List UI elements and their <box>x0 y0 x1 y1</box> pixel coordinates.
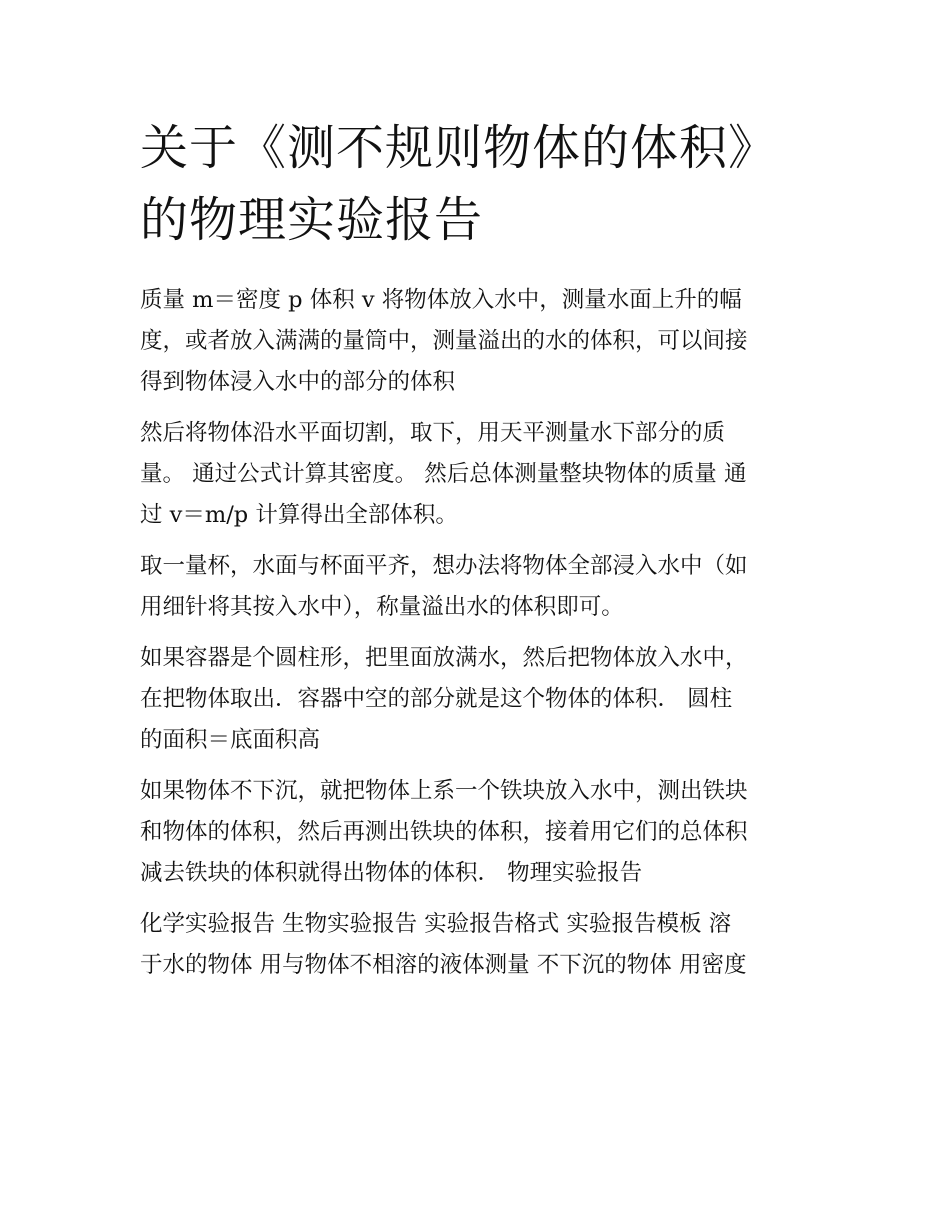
text-line: 取一量杯，水面与杯面平齐，想办法将物体全部浸入水中（如 <box>140 553 748 579</box>
text-line: 度，或者放入满满的量筒中，测量溢出的水的体积，可以间接 <box>140 328 748 354</box>
text-line: 得到物体浸入水中的部分的体积 <box>140 369 456 395</box>
title-line: 的物理实验报告 <box>140 192 484 248</box>
document-title <box>140 112 830 256</box>
paragraph-cylinder-container <box>140 638 820 761</box>
text-line: 和物体的体积，然后再测出铁块的体积，接着用它们的总体积 <box>140 819 748 845</box>
paragraph-overflow-cup <box>140 546 820 628</box>
text-line: 用细针将其按入水中），称量溢出水的体积即可。 <box>140 594 624 620</box>
text-line: 减去铁块的体积就得出物体的体积． 物理实验报告 <box>140 860 643 886</box>
text-line: 过 v＝m/p 计算得出全部体积。 <box>140 502 458 528</box>
paragraph-displacement-method <box>140 280 820 403</box>
text-line: 质量 m＝密度 p 体积 v 将物体放入水中，测量水面上升的幅 <box>140 287 742 313</box>
text-line: 的面积＝底面积高 <box>140 727 321 753</box>
text-line: 然后将物体沿水平面切割，取下，用天平测量水下部分的质 <box>140 420 726 446</box>
text-line: 如果容器是个圆柱形，把里面放满水，然后把物体放入水中， <box>140 645 748 671</box>
text-line: 于水的物体 用与物体不相溶的液体测量 不下沉的物体 用密度 <box>140 952 747 978</box>
paragraph-density-method <box>140 413 820 536</box>
document-body <box>140 280 820 986</box>
title-line: 关于《测不规则物体的体积》 <box>140 120 778 176</box>
text-line: 如果物体不下沉，就把物体上系一个铁块放入水中，测出铁块 <box>140 778 748 804</box>
paragraph-sinker-method <box>140 771 820 894</box>
text-line: 化学实验报告 生物实验报告 实验报告格式 实验报告模板 溶 <box>140 911 732 937</box>
paragraph-related-keywords <box>140 904 820 986</box>
text-line: 量。 通过公式计算其密度。 然后总体测量整块物体的质量 通 <box>140 461 747 487</box>
text-line: 在把物体取出．容器中空的部分就是这个物体的体积． 圆柱 <box>140 686 733 712</box>
